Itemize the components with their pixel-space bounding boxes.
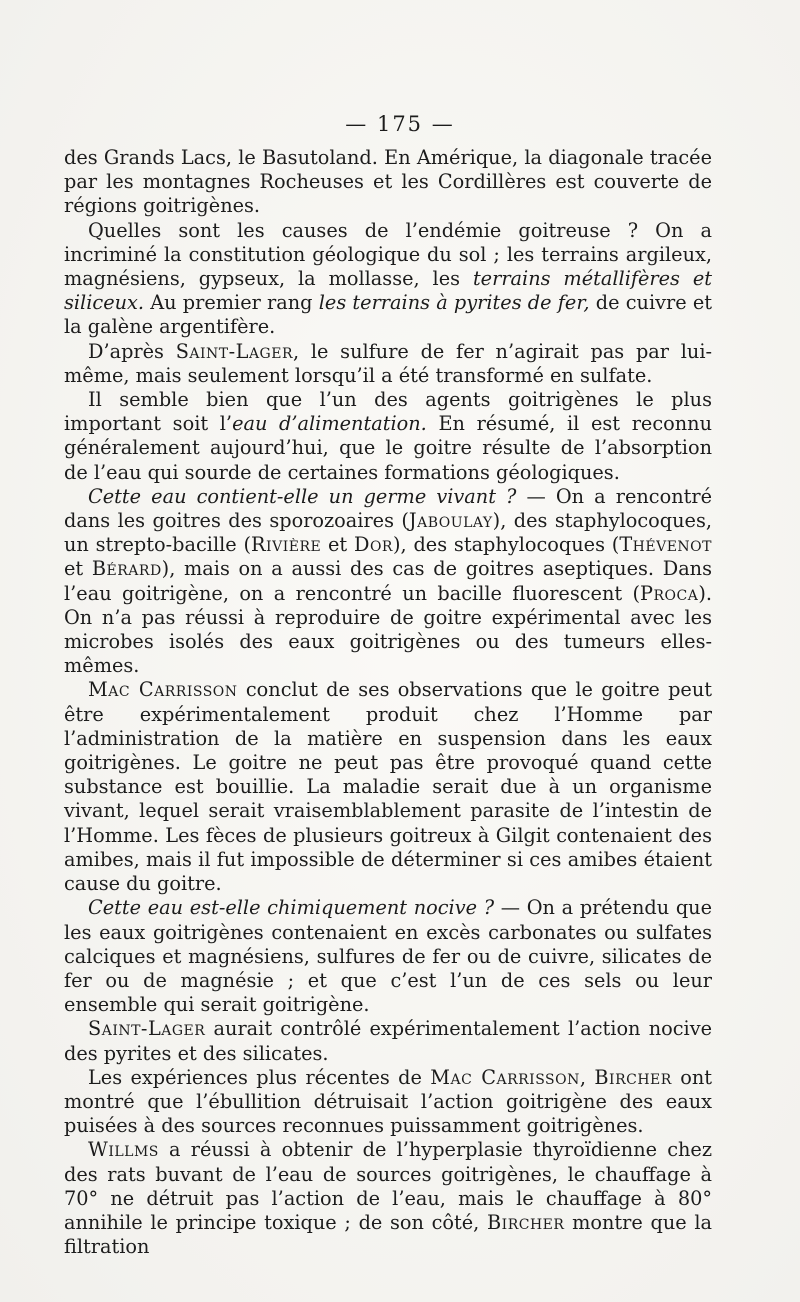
text-run: ), des staphylocoques, un strepto-bacille ( [64, 509, 712, 557]
paragraph [64, 896, 712, 1017]
text-run: de cuivre et la galène argentifère. [64, 291, 712, 339]
text-run: des Grands Lacs, le Basutoland. En Amérique, la diagonale tracée par les montagnes Rocheuses et les Cordillères est couverte de régions goitrigènes. [64, 146, 712, 218]
author-name: Willms [88, 1138, 159, 1162]
paragraph [64, 146, 712, 219]
text-run: Les expériences plus récentes de [88, 1065, 431, 1089]
text-run: conclut de ses observations que le goitre peut être expérimentalement produit chez l’Homme par l’administration de la matière en suspension dans les eaux goitrigènes. Le goitre ne peut pas être provoqué quand cette substance est bouillie. La maladie serait due à un organisme vivant, lequel serait vraisemblablement parasite de l’intestin de l’Homme. Les fèces de plusieurs goitreux à Gilgit contenaient des amibes, mais il fut impossible de déterminer si ces amibes étaient cause du goitre. [64, 678, 712, 896]
author-name: Mac Carrisson [430, 1065, 580, 1089]
paragraph [64, 340, 712, 388]
text-run: D’après [88, 339, 176, 363]
text-run: , [579, 1065, 595, 1089]
text-run: et [64, 557, 92, 581]
text-run: Il semble bien que l’un des agents goitrigènes le plus important soit l’ [64, 388, 712, 436]
author-name: Rivière [251, 533, 322, 557]
author-name: Bircher [594, 1065, 672, 1089]
text-run: — On a rencontré dans les goitres des sporozoaires ( [64, 484, 713, 533]
text-run: Au premier rang [144, 291, 319, 315]
italic-phrase: Cette eau est-elle chimiquement nocive ? [88, 896, 495, 920]
author-name: Dor [354, 533, 393, 557]
body-text [64, 146, 712, 1259]
text-run: , le sulfure de fer n’agirait pas par lui-même, mais seulement lorsqu’il a été transformé en sulfate. [64, 339, 712, 387]
text-run: ), des staphylocoques ( [392, 533, 620, 557]
paragraph [64, 388, 712, 485]
text-run: montre que la filtration [64, 1210, 713, 1259]
page-number: — 175 — [345, 112, 455, 136]
author-name: Proca [640, 581, 699, 605]
paragraph [64, 678, 712, 896]
paragraph [64, 1066, 712, 1139]
author-name: Mac Carrisson [88, 678, 238, 702]
italic-phrase: eau d’alimentation. [232, 412, 427, 436]
text-run: ). On n’a pas réussi à reproduire de goitre expérimental avec les microbes isolés des eaux goitrigènes ou des tumeurs elles-mêmes. [64, 581, 712, 678]
paragraph [64, 219, 712, 340]
text-run: ), mais on a aussi des cas de goitres aseptiques. Dans l’eau goitrigène, on a rencontré un bacille fluorescent ( [64, 557, 712, 605]
paragraph [64, 1138, 712, 1259]
italic-phrase: terrains métallifères et siliceux. [64, 267, 712, 315]
italic-phrase: Cette eau contient-elle un germe vivant ? [88, 484, 517, 508]
paragraph [64, 1017, 712, 1065]
text-run: Quelles sont les causes de l’endémie goitreuse ? On a incriminé la constitution géologique du sol ; les terrains argileux, magnésiens, gypseux, la mollasse, les [64, 218, 712, 291]
italic-phrase: les terrains à pyrites de fer, [318, 291, 590, 315]
paragraph [64, 485, 712, 679]
text-run: — On a prétendu que les eaux goitrigènes contenaient en excès carbonates ou sulfates calciques et magnésiens, sulfures de fer ou de cuivre, silicates de fer ou de magnésie ; et que c’est l’un de ces sels ou leur ensemble qui serait goitrigène. [64, 896, 712, 1017]
text-run: En résumé, il est reconnu généralement aujourd’hui, que le goitre résulte de l’absorption de l’eau qui sourde de certaines formations géologiques. [64, 412, 713, 484]
text-run: aurait contrôlé expérimentalement l’action nocive des pyrites et des silicates. [64, 1017, 712, 1065]
author-name: Bircher [487, 1210, 565, 1234]
text-run: ont montré que l’ébullition détruisait l’action goitrigène des eaux puisées à des sources reconnues puissamment goitrigènes. [64, 1065, 712, 1138]
author-name: Thévenot [619, 533, 712, 557]
text-run: a réussi à obtenir de l’hyperplasie thyroïdienne chez des rats buvant de l’eau de sources goitrigènes, le chauffage à 70° ne détruit pas l’action de l’eau, mais le chauffage à 80° annihile le principe toxique ; de son côté, [64, 1138, 712, 1234]
author-name: Saint-Lager [175, 339, 293, 363]
author-name: Saint-Lager [88, 1017, 206, 1041]
author-name: Bérard [91, 557, 162, 581]
text-run: et [321, 533, 354, 557]
author-name: Jaboulay [408, 509, 493, 533]
